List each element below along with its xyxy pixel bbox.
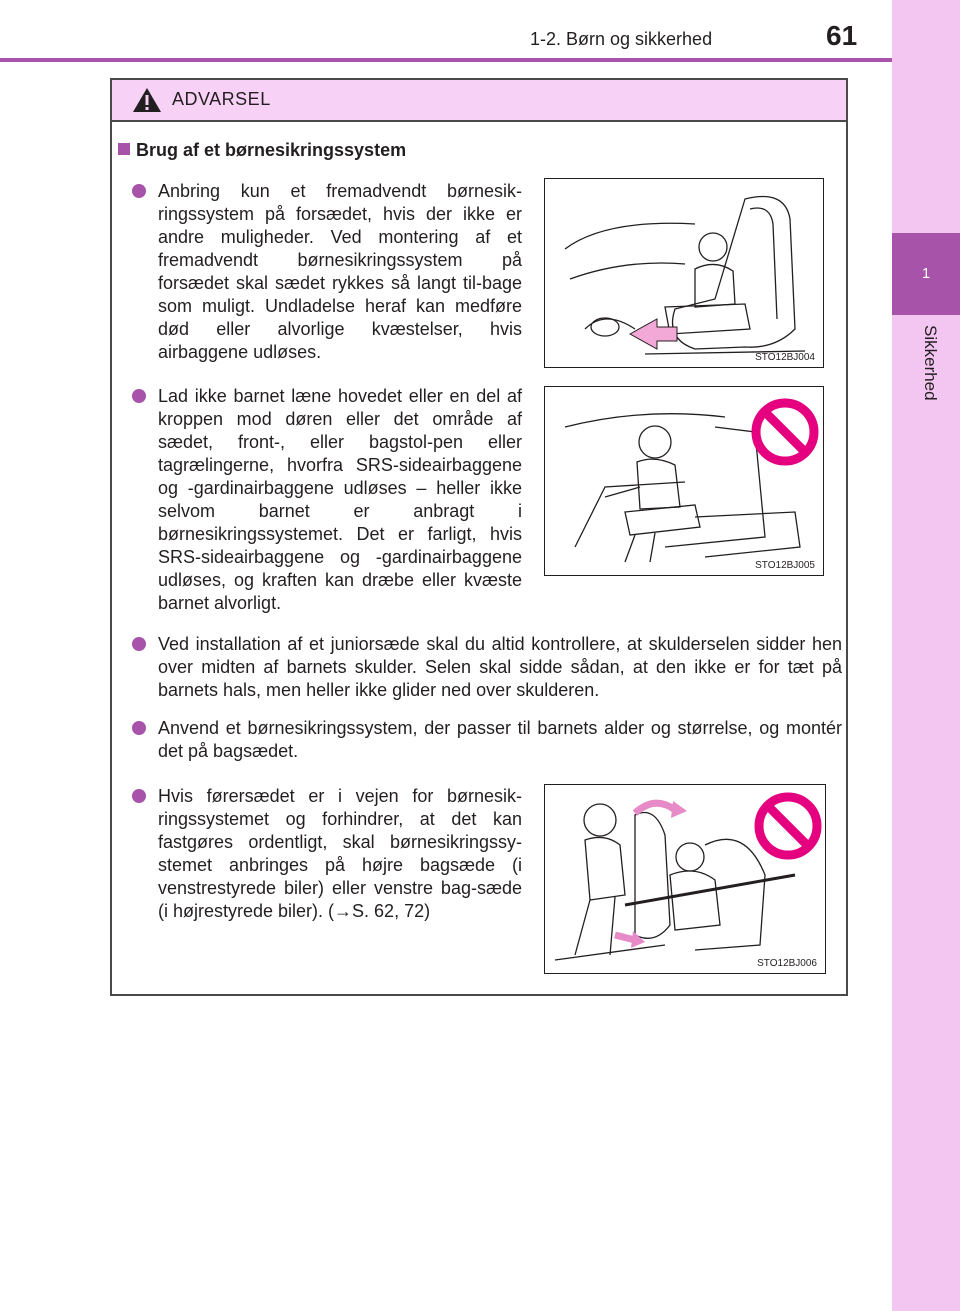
bullet-text: Anbring kun et fremadvendt børnesik-ringssystem på forsædet, hvis der ikke er andre muligheder. Ved montering af et fremadvendt børnesikringssystem på forsædet skal sædet rykkes så langt til-bage som muligt. Undladelse heraf kan medføre død eller alvorlige kvæstelser, hvis airbaggene udløses. [158, 181, 522, 362]
bullet-dot-icon [132, 789, 146, 803]
warning-triangle-icon [132, 87, 162, 113]
section-title: 1-2. Børn og sikkerhed [530, 29, 713, 49]
prohibition-icon [750, 397, 820, 467]
page-number: 61 [826, 20, 858, 51]
bullet-text: Hvis førersædet er i vejen for børnesik-ringssystemet og forhindrer, at det kan fastgøres ordentligt, skal børnesikringssy-stemet anbringes på højre bagsæde (i venstrestyrede biler) eller venstre bag-sæde (i højrestyrede biler). (→S. 62, 72) [158, 786, 522, 921]
warning-subheading-text: Brug af et børnesikringssystem [136, 140, 407, 160]
chapter-number: 1 [892, 233, 960, 315]
illustration-child-leaning-on-door [544, 386, 824, 576]
square-bullet-icon [118, 143, 130, 155]
chapter-side-tab [892, 0, 960, 1311]
bullet-item [158, 633, 842, 702]
figure-code: STO12BJ005 [755, 560, 815, 571]
prohibition-icon [753, 791, 823, 861]
warning-title: ADVARSEL [172, 89, 271, 109]
illustration-front-seat-child-seat [544, 178, 824, 368]
bullet-dot-icon [132, 389, 146, 403]
bullet-text: Lad ikke barnet læne hovedet eller en del af kroppen mod døren eller det område af sædet, front-, eller bagstol-pen eller tagrælingerne, hvorfra SRS-sideairbaggene og -gardinairbaggene udløses – heller ikke selvom barnet er anbragt i børnesikringssystemet. Det er farligt, hvis SRS-sideairbaggene og -gardinairbaggene udløses, og kraften kan dræbe eller kvæste barnet alvorligt. [158, 386, 522, 613]
bullet-item [158, 385, 522, 615]
warning-box [110, 78, 848, 996]
bullet-dot-icon [132, 721, 146, 735]
bullet-text: Ved installation af et juniorsæde skal du altid kontrollere, at skulderselen sidder hen over midten af barnets skulder. Selen skal sidde sådan, at den ikke er for tæt på barnets hals, men heller ikke glider ned over skulderen. [158, 634, 842, 700]
bullet-dot-icon [132, 637, 146, 651]
illustration-driver-seat-blocking [544, 784, 826, 974]
figure-code: STO12BJ006 [757, 958, 817, 969]
front-seat-illustration [545, 179, 824, 368]
warning-subheading [118, 140, 406, 161]
bullet-item [158, 180, 522, 364]
bullet-item [158, 785, 522, 923]
bullet-text: Anvend et børnesikringssystem, der passer til barnets alder og størrelse, og montér det på bagsædet. [158, 718, 842, 761]
warning-header [112, 80, 846, 122]
bullet-dot-icon [132, 184, 146, 198]
bullet-item [158, 717, 842, 763]
figure-code: STO12BJ004 [755, 352, 815, 363]
header-rule [0, 58, 892, 62]
chapter-label: Sikkerhed [921, 325, 940, 401]
